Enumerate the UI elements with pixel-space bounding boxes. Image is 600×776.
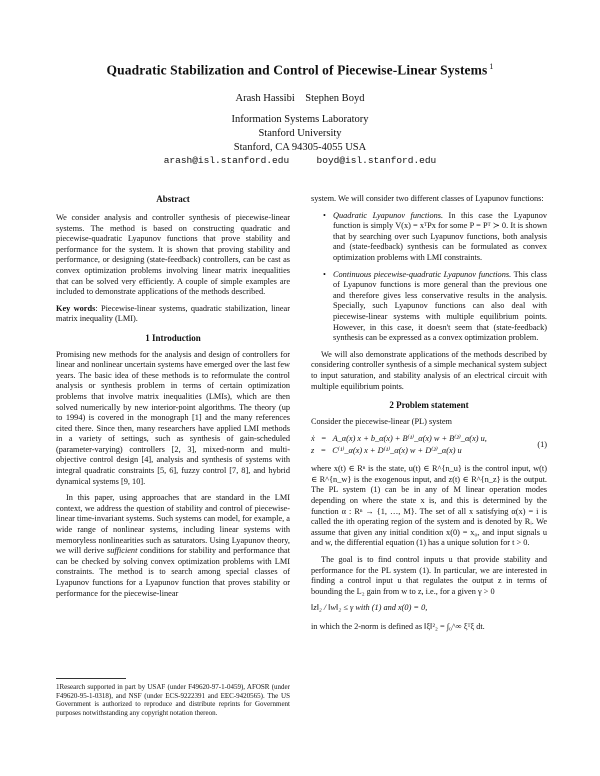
left-column: [56, 213, 290, 605]
author-emails: arash@isl.stanford.edu boyd@isl.stanford.edu: [163, 155, 437, 166]
section-heading-problem-statement: 2 Problem statement: [389, 400, 469, 411]
abstract-heading: Abstract: [156, 194, 190, 204]
lyapunov-classes-list: [311, 211, 547, 344]
affiliation: [0, 113, 600, 155]
title-footnote-mark: 1: [489, 62, 494, 71]
list-item-title: Continuous piecewise-quadratic Lyapunov functions.: [333, 269, 512, 279]
intro-paragraph: Promising new methods for the analysis and design of controllers for linear and nonlinear uncertain systems have emerged over the last few years. The basic idea of these methods is to reformulate the control analysis or synthesis problem in terms of certain optimization problems that involve matrix inequalities (LMIs), which are then solved numerically by new interior-point algorithms. The theory (up to 1994) is covered in the monograph [1] and the many references cited there. Since then, many researchers have applied LMI methods in a variety of settings, such as synthesis of gain-scheduled (parameter-varying) controllers [2, 3], mixed-norm and multi-objective control design [4], analysis and synthesis of systems with integral quadratic constraints [5, 6], fuzzy control [7, 8], and hybrid dynamical systems [9, 10].: [56, 349, 290, 486]
paragraph: where x(t) ∈ Rⁿ is the state, u(t) ∈ R^{n_u} is the control input, w(t) ∈ R^{n_w} is the exogenous input, and z(t) ∈ R^{n_z} is the output. The PL system (1) can be in any of M linear operation modes depending on where the state x is, and this is determined by the function α : Rⁿ → {1, …, M}. The set of all x satisfying α(x) = i is called the ith operating region of the system and is denoted by Rᵢ. We assume that given any initial condition x(0) = x₀, and input signals u and w, the differential equation (1) has a unique solution for t > 0.: [311, 464, 547, 548]
authors: Arash Hassibi Stephen Boyd: [235, 93, 365, 104]
intro-text: conditions for stability and performance that can be checked by solving convex optimization problems with LMI constraints. The method is to search among special classes of Lyapunov functions for a Lyapunov function that proves stability or performance for the piecewise-linear: [56, 546, 290, 598]
affiliation-line: Stanford University: [258, 128, 342, 139]
right-column: [311, 194, 547, 639]
footnote: 1Research supported in part by USAF (under F49620-97-1-0459), AFOSR (under F49620-95-1-0318), and NSF (under ECS-9222391 and EEC-9420565). The US Government is authorized to reproduce and distribute reprints for Government purposes notwithstanding any copyright notation thereon.: [56, 683, 290, 717]
list-item-text: This class of Lyapunov functions is more general than the previous one and therefore gives less conservative results in the analysis. Specially, such Lyapunov functions can also deal with piecewise-linear systems with multiple equilibrium points. However, in this case, it doesn't seem that (state-feedback) synthesis can be expressed as a convex optimization problem.: [333, 269, 547, 343]
paragraph: Consider the piecewise-linear (PL) system: [311, 416, 453, 426]
paper-title: [0, 62, 600, 79]
intro-text: In this paper, using approaches that are standard in the LMI context, we address the question of stability and control of piecewise-linear time-invariant systems. Such systems can model, for example, a wide range of nonlinear systems, including linear systems with memoryless nonlinearities such as saturators. Using Lyapunov theory, we will derive: [56, 493, 290, 556]
abstract-text: We consider analysis and controller synthesis of piecewise-linear systems. The method is based on constructing quadratic and piecewise-quadratic Lyapunov functions that prove stability and performance for the system. It is shown that proving stability and performance, or designing (state-feedback) controllers, can be cast as convex optimization problems involving linear matrix inequalities that can be solved very efficiently. A couple of simple examples are included to demonstrate applications of the methods described.: [56, 213, 290, 297]
intro-emphasis: sufficient: [106, 546, 138, 556]
footnote-rule: [56, 678, 126, 679]
l2-gain-inequality: ‖z‖₂ / ‖w‖₂ ≤ γ with (1) and x(0) = 0,: [311, 603, 428, 613]
paragraph: The goal is to find control inputs u that provide stability and performance for the PL system (1). In particular, we are interested in finding a control input u that regulates the output z in terms of bounding the L₂ gain from w to z, i.e., for a given γ > 0: [311, 555, 547, 596]
intro-continued: system. We will consider two different classes of Lyapunov functions:: [311, 194, 544, 203]
keywords: [56, 304, 290, 325]
section-heading-introduction: 1 Introduction: [145, 332, 201, 343]
paragraph: in which the 2-norm is defined as ‖ξ‖²₂ = ∫₀^∞ ξᵀξ dt.: [311, 622, 485, 631]
list-item: [333, 211, 547, 264]
equation-number: (1): [537, 439, 547, 449]
list-item-text: In this case the Lyapunov function is simply V(x) = xᵀPx for some P = Pᵀ ≻ 0. It is shown that by searching over such Lyapunov functions, both analysis and (state-feedback) synthesis can be formulated as convex optimization problems with LMI constraints.: [333, 210, 547, 262]
keywords-text: : Piecewise-linear systems, quadratic stabilization, linear matrix inequality (LMI).: [56, 303, 291, 324]
equation-1: [311, 433, 547, 457]
title-text: Quadratic Stabilization and Control of Piecewise-Linear Systems: [106, 62, 488, 78]
equation-line: z = C⁽¹⁾_α(x) x + D⁽¹⁾_α(x) w + D⁽²⁾_α(x) u: [311, 446, 462, 456]
paragraph: We will also demonstrate applications of the methods described by considering controller synthesis of a simple mechanical system subject to input saturation, and stability analysis of an electrical circuit with multiple equilibrium points.: [311, 349, 547, 391]
equation-line: ẋ = A_α(x) x + b_α(x) + B⁽¹⁾_α(x) w + B⁽²⁾_α(x) u,: [311, 434, 487, 444]
keywords-label: Key words: [56, 303, 96, 313]
equation-lines: [311, 433, 487, 457]
list-item-title: Quadratic Lyapunov functions.: [333, 210, 444, 220]
affiliation-line: Information Systems Laboratory: [231, 114, 369, 125]
intro-paragraph: [56, 493, 290, 599]
list-item: [333, 270, 547, 344]
affiliation-line: Stanford, CA 94305-4055 USA: [233, 142, 367, 153]
